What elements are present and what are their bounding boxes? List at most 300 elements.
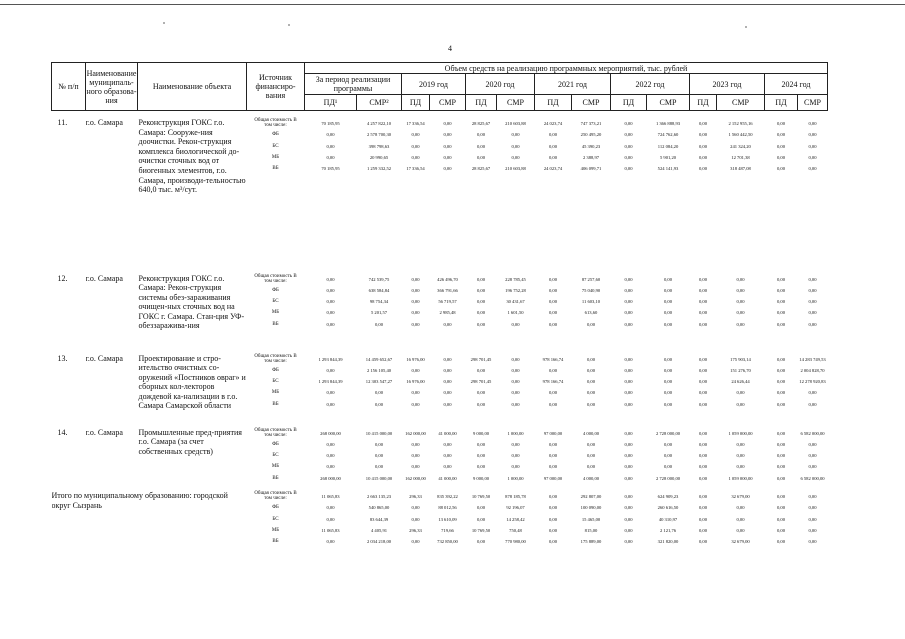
value: 0,00: [548, 310, 558, 316]
value: 0,00: [808, 441, 817, 447]
value: 0,00: [736, 527, 745, 533]
value: 14 258,42: [506, 516, 525, 522]
value: 0,00: [586, 367, 596, 373]
value: 0,00: [326, 310, 335, 316]
value: 0,00: [698, 143, 708, 149]
funding-source-label: МБ: [271, 154, 280, 160]
value: 0,00: [624, 367, 633, 373]
value-cell: [611, 267, 647, 347]
value: 250 495,20: [580, 132, 602, 138]
value: 83 644,39: [369, 516, 389, 522]
funding-source-label: БС: [272, 453, 279, 459]
value: 0,00: [476, 154, 486, 160]
value: 747 373,21: [580, 121, 602, 126]
table-row: [52, 347, 828, 421]
header-pd: ПД: [690, 95, 717, 111]
value: 175 903,14: [730, 356, 751, 362]
value: 770 980,00: [505, 539, 526, 545]
value: 2 663 135,23: [366, 493, 392, 499]
value: 0,00: [776, 299, 786, 305]
value-cell: [357, 267, 402, 347]
value: 0,00: [476, 539, 486, 545]
value: 0,00: [411, 441, 420, 447]
header-smr2: СМР²: [357, 95, 402, 111]
funding-source-label: МБ: [271, 310, 280, 316]
value: 16 976,00: [406, 379, 425, 385]
scan-speck: [288, 24, 290, 26]
municipality-name: г.о. Самара: [85, 118, 123, 127]
value: 0,00: [511, 132, 520, 138]
funding-source-label: МБ: [271, 390, 280, 396]
value: 0,00: [326, 401, 335, 407]
value-cell: [717, 267, 765, 347]
header-pd: ПД: [535, 95, 572, 111]
header-year-2022: 2022 год: [611, 74, 690, 95]
value: 0,00: [374, 321, 384, 327]
value-cell: [647, 347, 690, 421]
value-cell: [430, 111, 466, 267]
value: 0,00: [663, 321, 673, 327]
header-year-2019: 2019 год: [402, 74, 466, 95]
value: 0,00: [548, 493, 558, 499]
value: 0,00: [476, 505, 486, 511]
value: 0,00: [326, 453, 335, 459]
value: 4 000,00: [582, 430, 600, 436]
value: 2 985,48: [439, 310, 456, 316]
value: 0,00: [586, 464, 596, 470]
value: 9 000,00: [472, 430, 490, 436]
value: 0,00: [326, 143, 335, 149]
total-label: Итого по муниципальному образованию: городской округ Сызрань: [51, 490, 228, 510]
value: 0,00: [624, 505, 633, 511]
value: 0,00: [663, 390, 673, 396]
value-cell: [572, 347, 611, 421]
funding-source-label: БС: [272, 143, 279, 149]
value: 32 679,00: [731, 539, 750, 545]
value: 978 166,74: [542, 356, 564, 362]
value: 398 798,63: [368, 143, 390, 149]
value: 0,00: [548, 464, 558, 470]
funding-source-cell: [247, 111, 305, 267]
value: 0,00: [698, 475, 708, 481]
funding-source-label: ФБ: [272, 441, 279, 447]
value: 0,00: [326, 132, 335, 138]
value-cell: [497, 111, 535, 267]
header-pd: ПД: [402, 95, 430, 111]
value: 978 166,74: [542, 379, 564, 385]
funding-source-label: Общая стоимость В том числе:: [254, 490, 297, 502]
value: 0,00: [698, 321, 708, 327]
value: 0,00: [698, 276, 708, 282]
value-cell: [535, 421, 572, 484]
value: 426 496,70: [437, 276, 458, 282]
value-cell: [535, 267, 572, 347]
value: 0,00: [476, 310, 486, 316]
value: 0,00: [586, 441, 596, 447]
value: 0,00: [443, 453, 452, 459]
funding-source-label: МБ: [271, 464, 280, 470]
value: 2 004 828,70: [800, 367, 825, 373]
header-smr: СМР: [430, 95, 466, 111]
value-cell: [430, 347, 466, 421]
value: 0,00: [411, 321, 420, 327]
value: 0,00: [663, 401, 673, 407]
funding-source-cell: [247, 347, 305, 421]
value-cell: [572, 421, 611, 484]
value-cell: [535, 111, 572, 267]
value: 0,00: [736, 464, 745, 470]
value: 0,00: [808, 154, 817, 160]
value: 0,00: [663, 310, 673, 316]
value: 0,00: [698, 166, 708, 172]
header-object: Наименование объекта: [138, 63, 247, 111]
value: 0,00: [326, 276, 335, 282]
value: 0,00: [476, 132, 486, 138]
funding-source-label: ФБ: [272, 132, 279, 138]
value: 0,00: [808, 143, 817, 149]
page-top-rule: [0, 4, 905, 5]
value: 835 392,22: [437, 493, 458, 499]
value: 0,00: [476, 276, 486, 282]
value: 0,00: [776, 154, 786, 160]
value: 0,00: [548, 367, 558, 373]
value-cell: [611, 421, 647, 484]
value: 0,00: [776, 516, 786, 522]
value: 2 388,97: [582, 154, 600, 160]
value: 0,00: [624, 276, 633, 282]
value: 12 303 547,27: [365, 379, 393, 385]
value: 5 201,57: [370, 310, 388, 316]
value: 0,00: [511, 464, 520, 470]
value: 0,00: [511, 367, 520, 373]
value: 20 990,65: [369, 154, 389, 160]
object-name: Реконструкция ГОКС г.о. Самара: Рекон-струкция системы обез-зараживания очищен-ных сточных вод на ГОКС г. Самара. Стан-ция УФ-обеззаражива-ния: [138, 273, 245, 331]
value: 0,00: [326, 367, 335, 373]
value: 298 701,45: [470, 379, 492, 385]
value: 0,00: [808, 299, 817, 305]
value-cell: [430, 421, 466, 484]
funding-source-label: БС: [272, 299, 279, 305]
value: 0,00: [776, 401, 786, 407]
value: 0,00: [776, 321, 786, 327]
value: 0,00: [411, 539, 420, 545]
value: 0,00: [624, 310, 633, 316]
value: 24 023,74: [543, 166, 563, 172]
value: 0,00: [808, 166, 817, 172]
value: 0,00: [511, 441, 520, 447]
value-cell: [357, 347, 402, 421]
value: 0,00: [411, 143, 420, 149]
value-cell: [765, 421, 798, 484]
value: 0,00: [624, 430, 633, 436]
value: 321 820,00: [657, 539, 679, 545]
value-cell: [572, 484, 611, 547]
value: 624 909,23: [657, 493, 679, 499]
value: 1 366 888,93: [655, 121, 681, 126]
value: 0,00: [476, 321, 486, 327]
value: 0,00: [698, 516, 708, 522]
funding-source-label: БС: [272, 516, 279, 522]
value: 0,00: [698, 132, 708, 138]
value-cell: [690, 421, 717, 484]
value: 0,00: [326, 154, 335, 160]
value: 11 603,10: [581, 299, 601, 305]
value-cell: [305, 484, 357, 547]
value: 6 582 000,00: [800, 475, 825, 481]
header-smr: СМР: [717, 95, 765, 111]
value: 0,00: [374, 441, 384, 447]
value: 28 825,67: [471, 121, 491, 126]
value: 0,00: [736, 516, 745, 522]
value: 298 701,45: [470, 356, 492, 362]
value: 292 807,00: [580, 493, 602, 499]
municipality-name: г.о. Самара: [85, 273, 123, 283]
value: 366 791,66: [437, 287, 458, 293]
value-cell: [402, 347, 430, 421]
value: 100 090,00: [580, 505, 602, 511]
value: 0,00: [624, 299, 633, 305]
value: 0,00: [698, 356, 708, 362]
total-row: [52, 484, 828, 547]
program-funding-table: [51, 62, 828, 547]
value: 0,00: [808, 516, 817, 522]
value: 0,00: [776, 464, 786, 470]
value: 750,48: [509, 527, 522, 533]
value: 162 000,00: [405, 475, 426, 481]
value: 0,00: [548, 276, 558, 282]
funding-source-label: БС: [272, 379, 279, 385]
value: 0,00: [411, 464, 420, 470]
funding-source-label: ВБ: [272, 166, 279, 172]
value-cell: [798, 111, 828, 267]
value: 0,00: [663, 299, 673, 305]
value-cell: [647, 111, 690, 267]
value: 2 728 000,00: [655, 430, 681, 436]
value: 87 257,60: [581, 276, 601, 282]
value-cell: [765, 111, 798, 267]
value: 1 259 332,52: [366, 166, 392, 172]
value: 318 487,08: [730, 166, 751, 172]
value: 0,00: [624, 401, 633, 407]
value: 0,00: [374, 453, 384, 459]
value: 0,00: [736, 321, 745, 327]
value: 0,00: [443, 154, 452, 160]
value: 0,00: [548, 143, 558, 149]
value-cell: [690, 267, 717, 347]
value: 0,00: [698, 441, 708, 447]
value: 0,00: [808, 539, 817, 545]
value: 0,00: [476, 287, 486, 293]
value: 0,00: [776, 367, 786, 373]
value-cell: [466, 421, 497, 484]
value-cell: [357, 111, 402, 267]
value: 0,00: [624, 464, 633, 470]
value: 0,00: [548, 321, 558, 327]
value-cell: [466, 347, 497, 421]
value: 1 293 844,39: [318, 356, 343, 362]
value: 0,00: [326, 516, 335, 522]
value: 0,00: [663, 367, 673, 373]
value: 0,00: [326, 287, 335, 293]
value: 10 415 000,00: [365, 430, 393, 436]
value: 12 278 920,83: [799, 379, 826, 385]
funding-source-label: ФБ: [272, 505, 279, 511]
value-cell: [690, 484, 717, 547]
value: 732 850,00: [437, 539, 458, 545]
value: 0,00: [808, 493, 817, 499]
object-name: Проектирование и стро-ительство очистных со-оружений «Постников овраг» и сборных кол-лекторов дождевой ка-нализации в г.о. Самара Самарской области: [138, 353, 246, 411]
value: 0,00: [443, 401, 452, 407]
value: 0,00: [443, 166, 452, 172]
value: 0,00: [548, 516, 558, 522]
value: 0,00: [776, 430, 786, 436]
value: 2 578 700,30: [366, 132, 392, 138]
value: 0,00: [776, 441, 786, 447]
value: 1 560 442,50: [728, 132, 753, 138]
value: 0,00: [776, 143, 786, 149]
value: 9 000,00: [472, 475, 490, 481]
value: 0,00: [736, 441, 745, 447]
row-number: 12.: [57, 273, 68, 283]
value-cell: [717, 421, 765, 484]
value-cell: [497, 484, 535, 547]
header-smr: СМР: [798, 95, 828, 111]
value: 10 769,50: [471, 527, 491, 533]
value: 1 000,00: [507, 475, 524, 481]
value: 0,00: [776, 527, 786, 533]
value: 0,00: [808, 276, 817, 282]
value-cell: [690, 347, 717, 421]
value: 0,00: [624, 287, 633, 293]
value: 0,00: [411, 154, 420, 160]
header-pd1: ПД¹: [305, 95, 357, 111]
row-number: 13.: [57, 353, 68, 363]
value: 70 185,95: [321, 121, 340, 126]
funding-source-label: МБ: [271, 527, 280, 533]
value: 0,00: [326, 390, 335, 396]
value: 0,00: [411, 132, 420, 138]
scan-speck: [163, 22, 165, 24]
value: 210 603,88: [505, 121, 526, 126]
value-cell: [357, 484, 402, 547]
value: 0,00: [586, 379, 596, 385]
value-cell: [466, 484, 497, 547]
value-cell: [798, 267, 828, 347]
value-cell: [305, 111, 357, 267]
header-num: № п/п: [52, 63, 86, 111]
value: 0,00: [624, 539, 633, 545]
value: 11 065,83: [321, 493, 340, 499]
value: 14 283 749,53: [799, 356, 826, 362]
value: 0,00: [411, 505, 420, 511]
value: 0,00: [698, 505, 708, 511]
value: 638 584,84: [368, 287, 390, 293]
value: 0,00: [411, 299, 420, 305]
value: 0,00: [698, 527, 708, 533]
value: 151 276,70: [730, 367, 751, 373]
value: 0,00: [698, 379, 708, 385]
value: 0,00: [586, 453, 596, 459]
value: 0,00: [624, 379, 633, 385]
value: 92 196,07: [506, 505, 525, 511]
value: 70 185,95: [321, 166, 340, 172]
value-cell: [717, 484, 765, 547]
table-body: [52, 111, 828, 548]
value: 0,00: [698, 453, 708, 459]
funding-source-cell: [247, 267, 305, 347]
value: 0,00: [511, 390, 520, 396]
value: 16 976,00: [406, 356, 425, 362]
row-number: 11.: [57, 118, 68, 127]
value-cell: [497, 267, 535, 347]
value: 613,60: [584, 310, 598, 316]
value-cell: [402, 267, 430, 347]
funding-source-cell: [247, 484, 305, 547]
value: 4 000,00: [582, 475, 600, 481]
value-cell: [611, 111, 647, 267]
header-smr: СМР: [497, 95, 535, 111]
value: 0,00: [624, 493, 633, 499]
value: 0,00: [698, 367, 708, 373]
value: 0,00: [624, 475, 633, 481]
value: 0,00: [736, 310, 745, 316]
value: 0,00: [443, 464, 452, 470]
header-year-2024: 2024 год: [765, 74, 828, 95]
value: 88 012,56: [438, 505, 457, 511]
value: 0,00: [548, 401, 558, 407]
value: 268 000,00: [320, 475, 341, 481]
value: 0,00: [776, 310, 786, 316]
value: 406 099,71: [580, 166, 602, 172]
header-year-2023: 2023 год: [690, 74, 765, 95]
value: 0,00: [776, 287, 786, 293]
value: 0,00: [511, 453, 520, 459]
value: 0,00: [736, 287, 745, 293]
value: 0,00: [511, 356, 520, 362]
value-cell: [717, 347, 765, 421]
value: 0,00: [411, 310, 420, 316]
value: 0,00: [736, 299, 745, 305]
value: 0,00: [698, 299, 708, 305]
value: 0,00: [411, 401, 420, 407]
value: 15 465,00: [581, 516, 601, 522]
value: 0,00: [776, 121, 786, 126]
value: 0,00: [326, 321, 335, 327]
value: 0,00: [548, 299, 558, 305]
header-funding-group: Объем средств на реализацию программных мероприятий, тыс. рублей: [305, 63, 828, 74]
value: 0,00: [443, 143, 452, 149]
value: 524 141,93: [657, 166, 679, 172]
value: 30 431,67: [506, 299, 525, 305]
value: 0,00: [736, 390, 745, 396]
value: 175 889,00: [580, 539, 602, 545]
header-pd: ПД: [611, 95, 647, 111]
municipality-name: г.о. Самара: [85, 427, 123, 437]
value: 0,00: [624, 356, 633, 362]
value: 0,00: [411, 390, 420, 396]
value: 0,00: [374, 390, 384, 396]
value: 0,00: [548, 539, 558, 545]
value: 0,00: [443, 390, 452, 396]
value: 0,00: [476, 299, 486, 305]
value: 0,00: [586, 401, 596, 407]
value: 0,00: [586, 356, 596, 362]
value: 0,00: [736, 453, 745, 459]
funding-source-label: ВБ: [272, 475, 279, 481]
value: 0,00: [411, 276, 420, 282]
value: 0,00: [548, 154, 558, 160]
funding-source-label: Общая стоимость В том числе:: [254, 273, 297, 284]
